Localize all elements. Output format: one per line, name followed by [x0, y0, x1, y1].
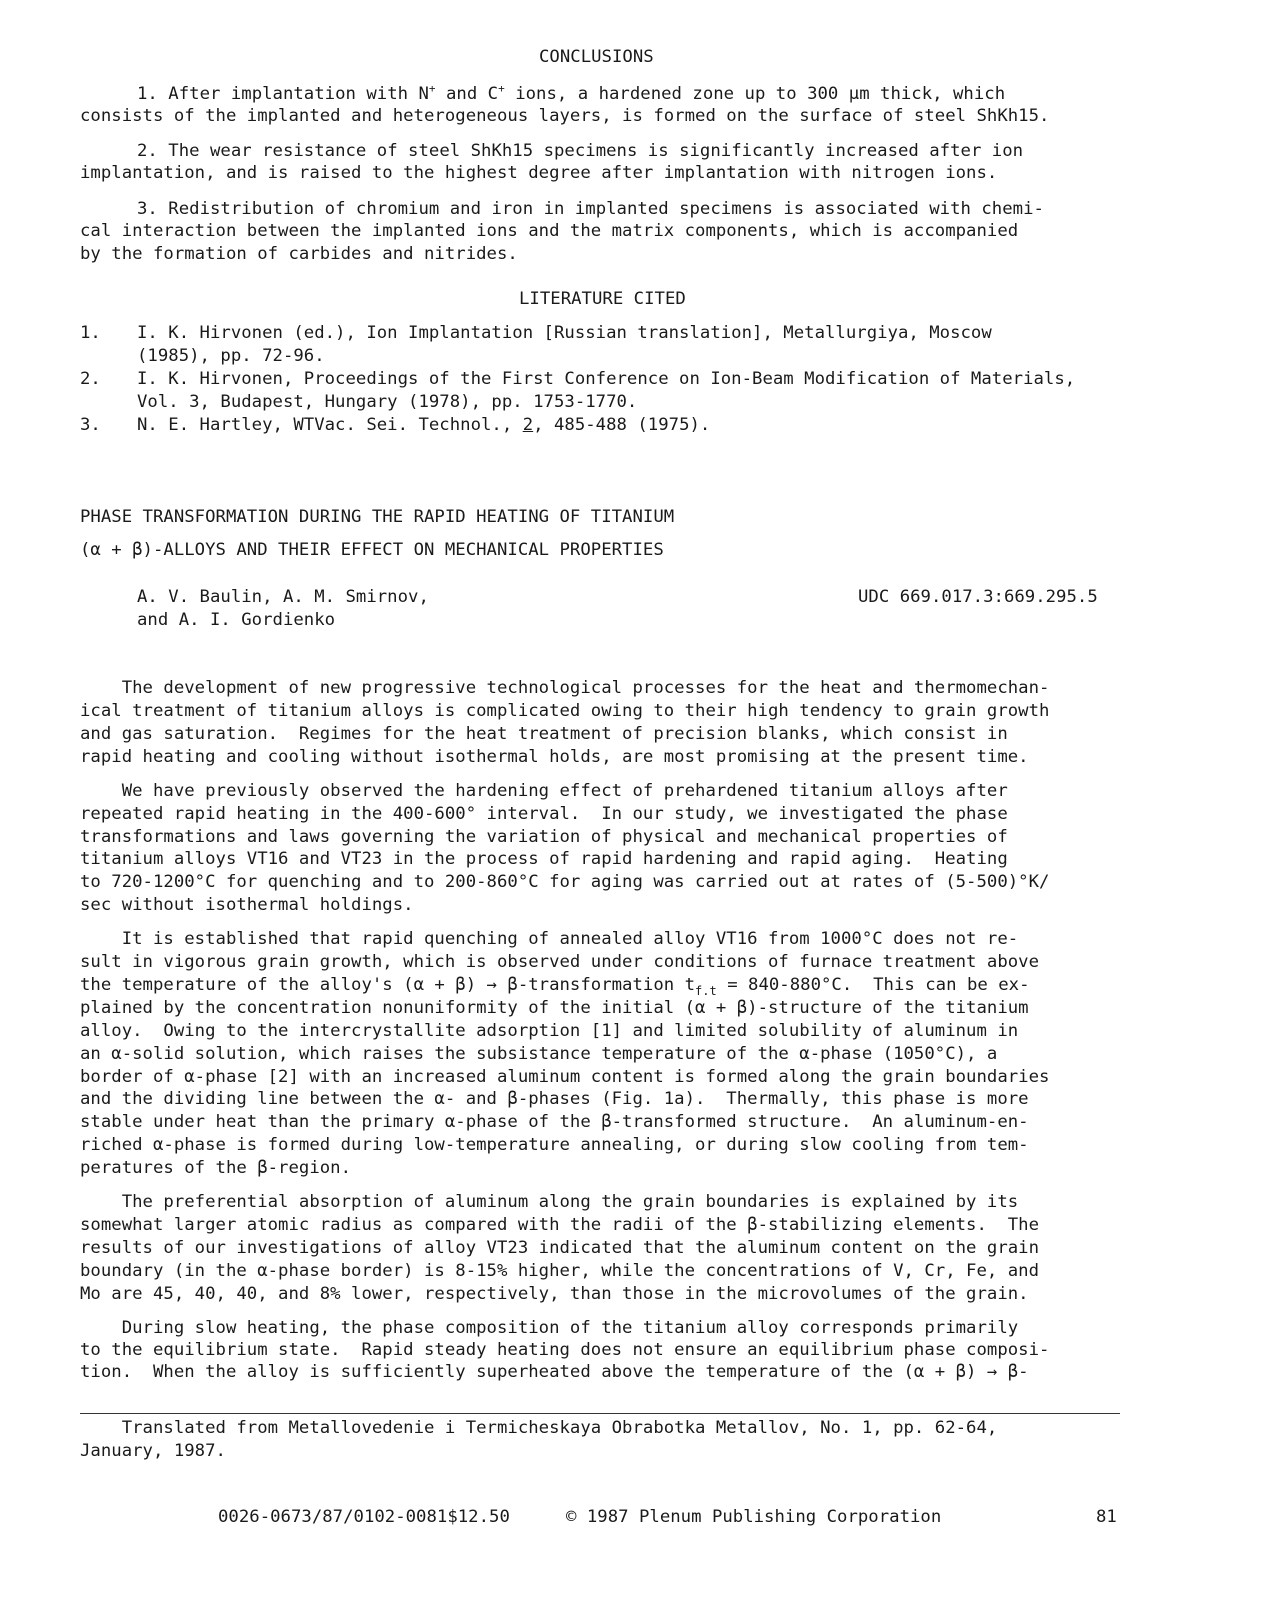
body-p2-line-2: repeated rapid heating in the 400-600° interval. In our study, we investigated the phase	[80, 804, 1008, 824]
body-p5-line-1: During slow heating, the phase composition of the titanium alloy corresponds primarily	[80, 1318, 1019, 1338]
reference-1-line-1: I. K. Hirvonen (ed.), Ion Implantation [Russian translation], Metallurgiya, Moscow	[137, 323, 992, 343]
body-p1-line-3: and gas saturation. Regimes for the heat treatment of precision blanks, which consist in	[80, 724, 1008, 744]
body-p4-line-4: boundary (in the α-phase border) is 8-15% higher, while the concentrations of V, Cr, Fe, and	[80, 1261, 1040, 1281]
reference-2-number: 2.	[80, 369, 101, 389]
article-title-line-2: (α + β)-ALLOYS AND THEIR EFFECT ON MECHANICAL PROPERTIES	[80, 540, 664, 560]
body-p3-line-4: plained by the concentration nonuniformity of the initial (α + β)-structure of the titanium	[80, 998, 1029, 1018]
conclusion-item-1-line-1: 1. After implantation with N+ and C+ ions, a hardened zone up to 300 µm thick, which	[137, 82, 1006, 104]
body-p3-line-1: It is established that rapid quenching of annealed alloy VT16 from 1000°C does not re-	[80, 929, 1019, 949]
body-p3-line-5: alloy. Owing to the intercrystallite adsorption [1] and limited solubility of aluminum in	[80, 1021, 1019, 1041]
body-p4-line-5: Mo are 45, 40, 40, and 8% lower, respectively, than those in the microvolumes of the grain.	[80, 1284, 1029, 1304]
footer-copyright: © 1987 Plenum Publishing Corporation	[566, 1507, 942, 1527]
reference-3-line-1: N. E. Hartley, WTVac. Sei. Technol., 2, 485-488 (1975).	[137, 415, 711, 435]
conclusion-item-2-line-1: 2. The wear resistance of steel ShKh15 specimens is significantly increased after ion	[137, 141, 1024, 161]
reference-1-number: 1.	[80, 323, 101, 343]
footnote-line-1: Translated from Metallovedenie i Termicheskaya Obrabotka Metallov, No. 1, pp. 62-64,	[80, 1418, 998, 1438]
body-p2-line-6: sec without isothermal holdings.	[80, 895, 414, 915]
body-p3-line-2: sult in vigorous grain growth, which is observed under conditions of furnace treatment above	[80, 952, 1040, 972]
footnote-line-2: January, 1987.	[80, 1441, 226, 1461]
body-p3-line-6: an α-solid solution, which raises the subsistance temperature of the α-phase (1050°C), a	[80, 1044, 998, 1064]
reference-3-number: 3.	[80, 415, 101, 435]
body-p2-line-4: titanium alloys VT16 and VT23 in the process of rapid hardening and rapid aging. Heating	[80, 849, 1008, 869]
body-p2-line-1: We have previously observed the hardening effect of prehardened titanium alloys after	[80, 781, 1008, 801]
body-p3-line-9: stable under heat than the primary α-phase of the β-transformed structure. An aluminum-en-	[80, 1112, 1029, 1132]
body-p4-line-2: somewhat larger atomic radius as compared with the radii of the β-stabilizing elements. The	[80, 1215, 1040, 1235]
body-p2-line-5: to 720-1200°C for quenching and to 200-860°C for aging was carried out at rates of (5-500)°K/	[80, 872, 1050, 892]
conclusion-item-3-line-2: cal interaction between the implanted ions and the matrix components, which is accompanied	[80, 221, 1019, 241]
article-title-line-1: PHASE TRANSFORMATION DURING THE RAPID HEATING OF TITANIUM	[80, 507, 675, 527]
conclusion-item-1-line-2: consists of the implanted and heterogeneous layers, is formed on the surface of steel ShKh15.	[80, 106, 1050, 126]
conclusions-heading: CONCLUSIONS	[539, 47, 654, 67]
literature-heading: LITERATURE CITED	[519, 289, 686, 309]
authors-line-2: and A. I. Gordienko	[137, 610, 336, 630]
body-p3-line-8: and the dividing line between the α- and β-phases (Fig. 1a). Thermally, this phase is more	[80, 1089, 1029, 1109]
reference-3-volume: 2	[522, 415, 534, 435]
body-p4-line-1: The preferential absorption of aluminum along the grain boundaries is explained by its	[80, 1192, 1019, 1212]
body-p3-line-11: peratures of the β-region.	[80, 1158, 352, 1178]
reference-2-line-2: Vol. 3, Budapest, Hungary (1978), pp. 1753-1770.	[137, 392, 638, 412]
body-p1-line-1: The development of new progressive technological processes for the heat and thermomechan-	[80, 678, 1050, 698]
body-p3-line-10: riched α-phase is formed during low-temperature annealing, or during slow cooling from tem-	[80, 1135, 1029, 1155]
body-p3-line-7: border of α-phase [2] with an increased aluminum content is formed along the grain boundaries	[80, 1067, 1050, 1087]
body-p5-line-2: to the equilibrium state. Rapid steady heating does not ensure an equilibrium phase composi-	[80, 1340, 1050, 1360]
body-p5-line-3: tion. When the alloy is sufficiently superheated above the temperature of the (α + β) → β-	[80, 1362, 1029, 1382]
conclusion-item-2-line-2: implantation, and is raised to the highest degree after implantation with nitrogen ions.	[80, 163, 998, 183]
temperature-subscript: f.t	[695, 984, 717, 998]
udc-code: UDC 669.017.3:669.295.5	[858, 587, 1098, 607]
reference-1-line-2: (1985), pp. 72-96.	[137, 346, 325, 366]
footnote-rule	[80, 1413, 1120, 1414]
authors-line-1: A. V. Baulin, A. M. Smirnov,	[137, 587, 429, 607]
reference-2-line-1: I. K. Hirvonen, Proceedings of the First Conference on Ion-Beam Modification of Materials,	[137, 369, 1076, 389]
body-p2-line-3: transformations and laws governing the variation of physical and mechanical properties of	[80, 827, 1008, 847]
conclusion-item-3-line-3: by the formation of carbides and nitrides.	[80, 244, 518, 264]
conclusion-item-3-line-1: 3. Redistribution of chromium and iron in implanted specimens is associated with chemi-	[137, 199, 1044, 219]
page-number: 81	[1096, 1507, 1117, 1527]
body-p3-line-3: the temperature of the alloy's (α + β) → β-transformation $t_{f.t} = 840-880^\circ C$. This can be ex-	[80, 975, 1030, 998]
footer-code: 0026-0673/87/0102-0081$12.50	[218, 1507, 510, 1527]
body-p4-line-3: results of our investigations of alloy VT23 indicated that the aluminum content on the grain	[80, 1238, 1040, 1258]
body-p1-line-4: rapid heating and cooling without isothermal holds, are most promising at the present time.	[80, 747, 1029, 767]
body-p1-line-2: ical treatment of titanium alloys is complicated owing to their high tendency to grain growth	[80, 701, 1050, 721]
